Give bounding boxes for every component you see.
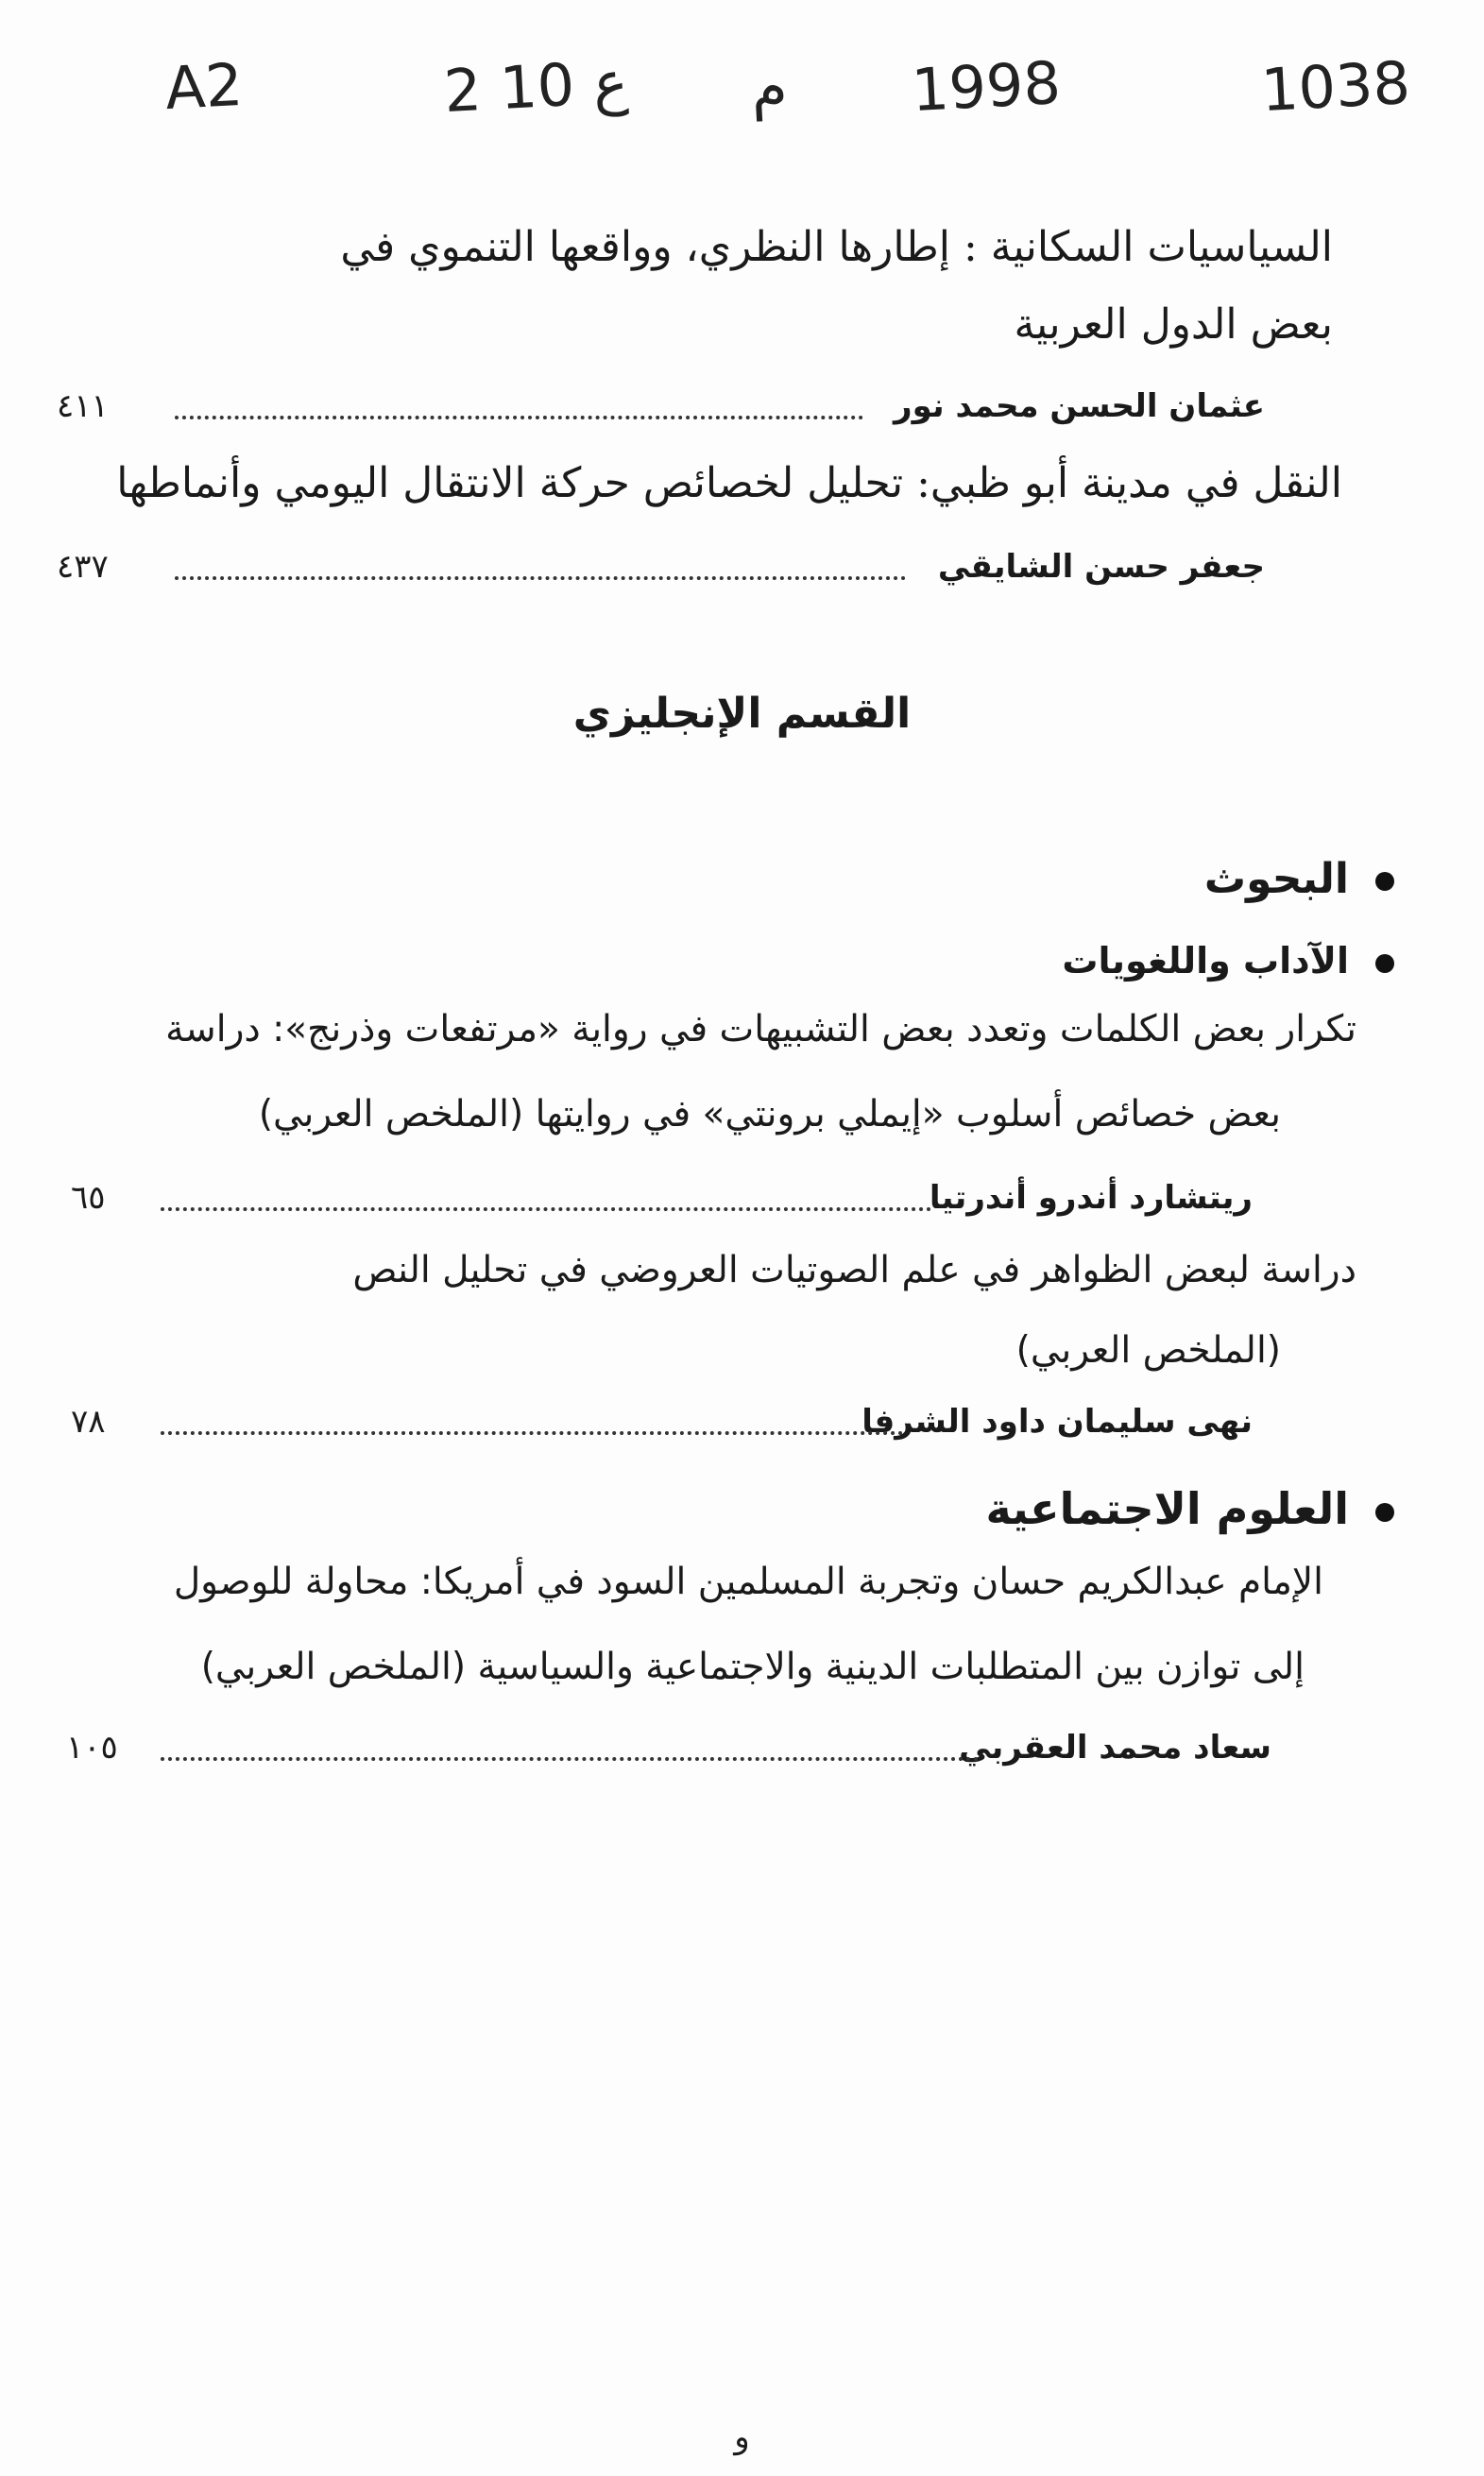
literature-heading-label: الآداب واللغويات xyxy=(1062,940,1349,982)
entry-page-number: ٧٨ xyxy=(71,1403,106,1441)
entry-title-line: النقل في مدينة أبو ظبي: تحليل لخصائص حركة الانتقال اليومي وأنماطها xyxy=(116,459,1342,507)
leader-dots xyxy=(175,416,863,419)
leader-dots xyxy=(161,1757,979,1761)
entry-author: عثمان الحسن محمد نور xyxy=(894,387,1265,425)
entry-page-number: ٤٣٧ xyxy=(57,548,109,586)
literature-heading xyxy=(1062,940,1394,982)
bullet-icon xyxy=(1375,954,1394,973)
research-heading xyxy=(1204,855,1394,903)
bullet-icon xyxy=(1375,1503,1394,1522)
bullet-icon xyxy=(1375,872,1394,891)
toc-entry-row xyxy=(38,548,1265,595)
footer-page-marker: و xyxy=(734,2418,750,2456)
entry-author: ريتشارد أندرو أندرتيا xyxy=(929,1179,1253,1217)
handwritten-code: A2 xyxy=(163,49,245,124)
entry-title-line: إلى توازن بين المتطلبات الدينية والاجتماعية والسياسية (الملخص العربي) xyxy=(200,1646,1305,1688)
leader-dots xyxy=(175,576,906,580)
entry-title-line: بعض خصائص أسلوب «إيملي برونتي» في روايتها (الملخص العربي) xyxy=(258,1093,1281,1136)
toc-entry-row xyxy=(38,1729,1271,1776)
entry-title-line: دراسة لبعض الظواهر في علم الصوتيات العروضي في تحليل النص xyxy=(352,1249,1356,1291)
toc-entry-row xyxy=(38,387,1265,435)
leader-dots xyxy=(161,1207,931,1211)
social-sciences-heading xyxy=(985,1483,1394,1534)
entry-title-line: الإمام عبدالكريم حسان وتجربة المسلمين السود في أمريكا: محاولة للوصول xyxy=(173,1561,1323,1603)
entry-author: سعاد محمد العقربي xyxy=(959,1729,1271,1767)
leader-dots xyxy=(161,1431,903,1435)
toc-entry-row xyxy=(38,1179,1253,1226)
handwritten-volume: م xyxy=(749,51,790,122)
handwritten-serial: 1038 xyxy=(1259,47,1412,126)
entry-author: جعفر حسن الشايقي xyxy=(937,548,1265,586)
entry-title-line: تكرار بعض الكلمات وتعدد بعض التشبيهات في رواية «مرتفعات وذرنج»: دراسة xyxy=(165,1008,1356,1050)
entry-page-number: ٤١١ xyxy=(57,387,109,425)
entry-title-line: (الملخص العربي) xyxy=(1015,1329,1281,1372)
toc-entry-row xyxy=(38,1403,1253,1450)
handwritten-issue: 2 ع 10 xyxy=(442,46,630,127)
research-heading-label: البحوث xyxy=(1203,855,1349,903)
handwritten-year: 1998 xyxy=(910,47,1063,126)
english-section-heading: القسم الإنجليزي xyxy=(572,690,912,738)
entry-title-line: بعض الدول العربية xyxy=(1014,300,1333,349)
entry-author: نهى سليمان داود الشرفا xyxy=(861,1403,1253,1441)
entry-page-number: ١٠٥ xyxy=(66,1729,118,1767)
social-sciences-heading-label: العلوم الاجتماعية xyxy=(985,1483,1349,1534)
entry-title-line: السياسيات السكانية : إطارها النظري، وواقعها التنموي في xyxy=(340,223,1333,271)
entry-page-number: ٦٥ xyxy=(71,1179,106,1217)
